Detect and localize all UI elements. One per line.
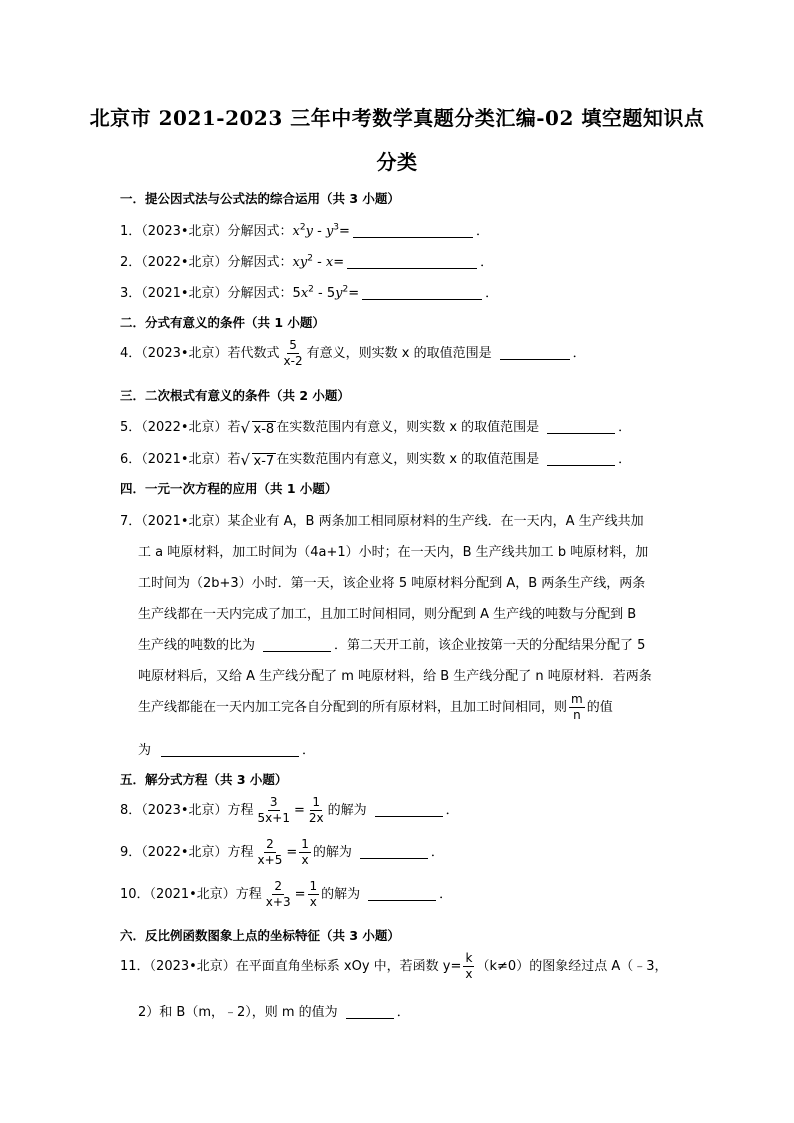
section-heading: 四．一元一次方程的应用（共 1 小题）	[120, 481, 338, 496]
section-heading: 五．解分式方程（共 3 小题）	[120, 772, 288, 787]
fraction: $\frac{k}{x}$	[465, 951, 473, 981]
answer-blank	[353, 223, 473, 238]
radical-sign: √ x-7	[240, 451, 275, 469]
answer-blank	[368, 886, 436, 901]
question-7-line1: 7．（2021•北京）某企业有 A，B 两条加工相同原材料的生产线．在一天内，A 生产线共加	[120, 514, 644, 529]
fraction: $\frac{1}{2x}$	[308, 795, 324, 825]
answer-blank	[547, 451, 615, 466]
fraction: $\frac{2}{x+5}$	[257, 837, 283, 867]
question-11-line1: 11．（2023•北京）在平面直角坐标系 xOy 中，若函数 y= $\frac{k}{x}$ （k≠0）的图象经过点 A（﹣3，	[120, 951, 668, 981]
section-heading: 二．分式有意义的条件（共 1 小题）	[120, 315, 325, 330]
question-2: 2．（2022•北京）分解因式：$xy^2 - x=$ ．	[120, 253, 494, 270]
fraction: $\frac{m}{n}$	[571, 692, 583, 722]
question-1: 1．（2023•北京）分解因式：$x^2y - y^3=$ ．	[120, 222, 489, 239]
question-7-line8: 为 ．	[138, 743, 316, 758]
radical-sign: √ x-8	[240, 419, 275, 437]
section-heading: 六．反比例函数图象上点的坐标特征（共 3 小题）	[120, 928, 400, 943]
fraction: $\frac{3}{5x+1}$	[257, 795, 290, 825]
question-10: 10．（2021•北京）方程 $\frac{2}{x+3}$ = $\frac{1}{x}$ 的解为 ．	[120, 879, 453, 909]
section-heading: 一．提公因式法与公式法的综合运用（共 3 小题）	[120, 191, 400, 206]
answer-blank	[375, 802, 443, 817]
document-title-line2: 分类	[376, 150, 418, 174]
answer-blank	[500, 345, 570, 360]
question-7-line2: 工 a 吨原材料，加工时间为（4a+1）小时；在一天内，B 生产线共加工 b 吨原材料，加	[138, 545, 649, 560]
answer-blank	[362, 285, 482, 300]
question-7-line4: 生产线都在一天内完成了加工，且加工时间相同，则分配到 A 生产线的吨数与分配到 B	[138, 607, 637, 622]
answer-blank	[263, 637, 331, 652]
section-heading: 三．二次根式有意义的条件（共 2 小题）	[120, 388, 350, 403]
question-9: 9．（2022•北京）方程 $\frac{2}{x+5}$ = $\frac{1}{x}$ 的解为 ．	[120, 837, 444, 867]
question-6: 6．（2021•北京）若 √ x-7 在实数范围内有意义，则实数 x 的取值范围是 ．	[120, 451, 632, 469]
question-7-line5: 生产线的吨数的比为 ．第二天开工前，该企业按第一天的分配结果分配了 5	[138, 638, 646, 653]
question-11-line2: 2）和 B（m，﹣2），则 m 的值为 ．	[138, 1005, 410, 1020]
fraction: $\frac{2}{x+3}$	[265, 879, 291, 909]
fraction: $\frac{1}{x}$	[301, 837, 309, 867]
question-7-line6: 吨原材料后，又给 A 生产线分配了 m 吨原材料，给 B 生产线分配了 n 吨原材料．若两条	[138, 669, 652, 684]
answer-blank	[547, 419, 615, 434]
answer-blank	[360, 844, 428, 859]
fraction: $\frac{1}{x}$	[309, 879, 318, 909]
fraction: $\frac{5}{x-2}$	[283, 338, 303, 368]
answer-blank	[161, 742, 299, 757]
answer-blank	[347, 254, 477, 269]
document-title-line1: 北京市 2021-2023 三年中考数学真题分类汇编-02 填空题知识点	[89, 106, 705, 130]
question-4: 4．（2023•北京）若代数式 $\frac{5}{x-2}$ 有意义，则实数 x 的取值范围是 ．	[120, 338, 586, 368]
question-8: 8．（2023•北京）方程 $\frac{3}{5x+1}$ = $\frac{1}{2x}$ 的解为 ．	[120, 795, 459, 825]
question-3: 3．（2021•北京）分解因式：$5x^2 - 5y^2=$ ．	[120, 284, 499, 301]
answer-blank	[346, 1004, 394, 1019]
question-7-line7: 生产线都能在一天内加工完各自分配到的所有原材料，且加工时间相同，则 $\frac{m}{n}$ 的值	[138, 692, 613, 722]
question-7-line3: 工时间为（2b+3）小时．第一天，该企业将 5 吨原材料分配到 A，B 两条生产线，两条	[138, 576, 646, 591]
question-5: 5．（2022•北京）若 √ x-8 在实数范围内有意义，则实数 x 的取值范围是 ．	[120, 419, 632, 437]
